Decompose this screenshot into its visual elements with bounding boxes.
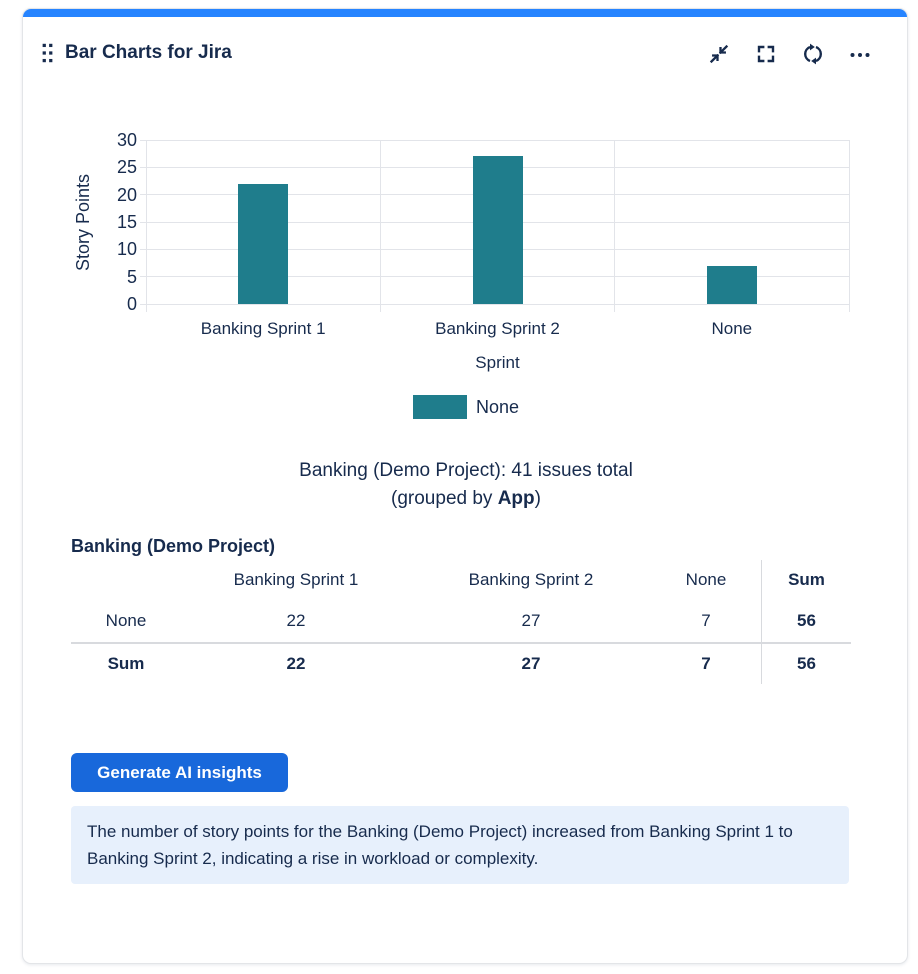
more-icon bbox=[848, 42, 872, 66]
h-gridline bbox=[140, 140, 849, 141]
table-title: Banking (Demo Project) bbox=[71, 536, 276, 556]
table-cell: 56 bbox=[761, 642, 851, 684]
y-tick-label: 25 bbox=[116, 157, 137, 178]
table-row-label: None bbox=[105, 611, 147, 630]
bar-none[interactable] bbox=[707, 266, 757, 304]
table-row-label: Sum bbox=[71, 642, 181, 684]
table-cell: 22 bbox=[181, 642, 411, 684]
accent-bar bbox=[23, 9, 907, 17]
fullscreen-button[interactable] bbox=[753, 41, 779, 67]
table-header-cell bbox=[71, 560, 181, 600]
v-gridline bbox=[380, 140, 381, 312]
widget-card bbox=[22, 8, 908, 964]
table-cell: 27 bbox=[521, 611, 541, 630]
y-tick-label: 10 bbox=[116, 239, 137, 260]
chart-summary bbox=[23, 457, 908, 513]
table-header-cell: None bbox=[685, 570, 727, 589]
legend-label: None bbox=[475, 397, 520, 417]
widget-title: Bar Charts for Jira bbox=[65, 42, 232, 63]
x-axis-title: Sprint bbox=[475, 353, 520, 372]
legend-item-none[interactable] bbox=[413, 395, 519, 419]
table-cell: 22 bbox=[286, 611, 306, 630]
summary-line1: Banking (Demo Project): 41 issues total bbox=[299, 460, 633, 481]
y-tick-label: 5 bbox=[126, 266, 137, 287]
collapse-icon bbox=[707, 42, 731, 66]
generate-ai-insights-button[interactable]: Generate AI insights bbox=[71, 753, 288, 792]
refresh-button[interactable] bbox=[800, 41, 826, 67]
x-category-label: Banking Sprint 2 bbox=[435, 319, 560, 338]
y-tick-label: 15 bbox=[116, 212, 137, 232]
x-category-label: None bbox=[711, 319, 753, 338]
summary-line2-suffix: ) bbox=[534, 488, 541, 509]
table-cell: 27 bbox=[411, 642, 651, 684]
v-gridline bbox=[849, 140, 850, 312]
table-header-cell: Banking Sprint 2 bbox=[468, 570, 594, 589]
v-gridline bbox=[146, 140, 147, 312]
fullscreen-icon bbox=[754, 42, 778, 66]
y-axis-title: Story Points bbox=[73, 173, 93, 271]
refresh-icon bbox=[801, 42, 825, 66]
y-axis-ticks bbox=[79, 130, 137, 314]
x-category-label: Banking Sprint 1 bbox=[200, 319, 326, 338]
widget-toolbar bbox=[706, 41, 873, 67]
more-button[interactable] bbox=[847, 41, 873, 67]
summary-line2-groupfield: App bbox=[497, 488, 535, 509]
chart-legend bbox=[23, 395, 908, 419]
summary-line2 bbox=[23, 485, 908, 513]
drag-handle-icon bbox=[41, 42, 54, 64]
table-header-cell: Sum bbox=[761, 560, 851, 600]
v-gridline bbox=[614, 140, 615, 312]
table-cell: 7 bbox=[701, 611, 711, 630]
collapse-button[interactable] bbox=[706, 41, 732, 67]
table-header-cell: Banking Sprint 1 bbox=[233, 570, 359, 589]
bar-chart-plot bbox=[146, 140, 849, 304]
y-tick-label: 20 bbox=[116, 184, 137, 205]
ai-insight-panel bbox=[71, 806, 849, 884]
x-axis-labels bbox=[146, 318, 849, 340]
ai-insight-text: The number of story points for the Banking (Demo Project) increased from Banking Sprint 1 to Banking Sprint 2, indicating a rise in workload or complexity. bbox=[87, 822, 793, 868]
bar-banking-sprint-2[interactable] bbox=[473, 156, 523, 304]
table-cell: 56 bbox=[761, 600, 851, 642]
bar-banking-sprint-1[interactable] bbox=[238, 184, 288, 304]
summary-table bbox=[71, 560, 851, 684]
y-tick-label: 30 bbox=[116, 130, 137, 150]
y-tick-label: 0 bbox=[126, 294, 137, 314]
summary-line2-prefix: (grouped by bbox=[391, 488, 498, 509]
table-cell: 7 bbox=[651, 642, 761, 684]
legend-swatch bbox=[413, 395, 467, 419]
drag-handle[interactable] bbox=[41, 42, 54, 64]
